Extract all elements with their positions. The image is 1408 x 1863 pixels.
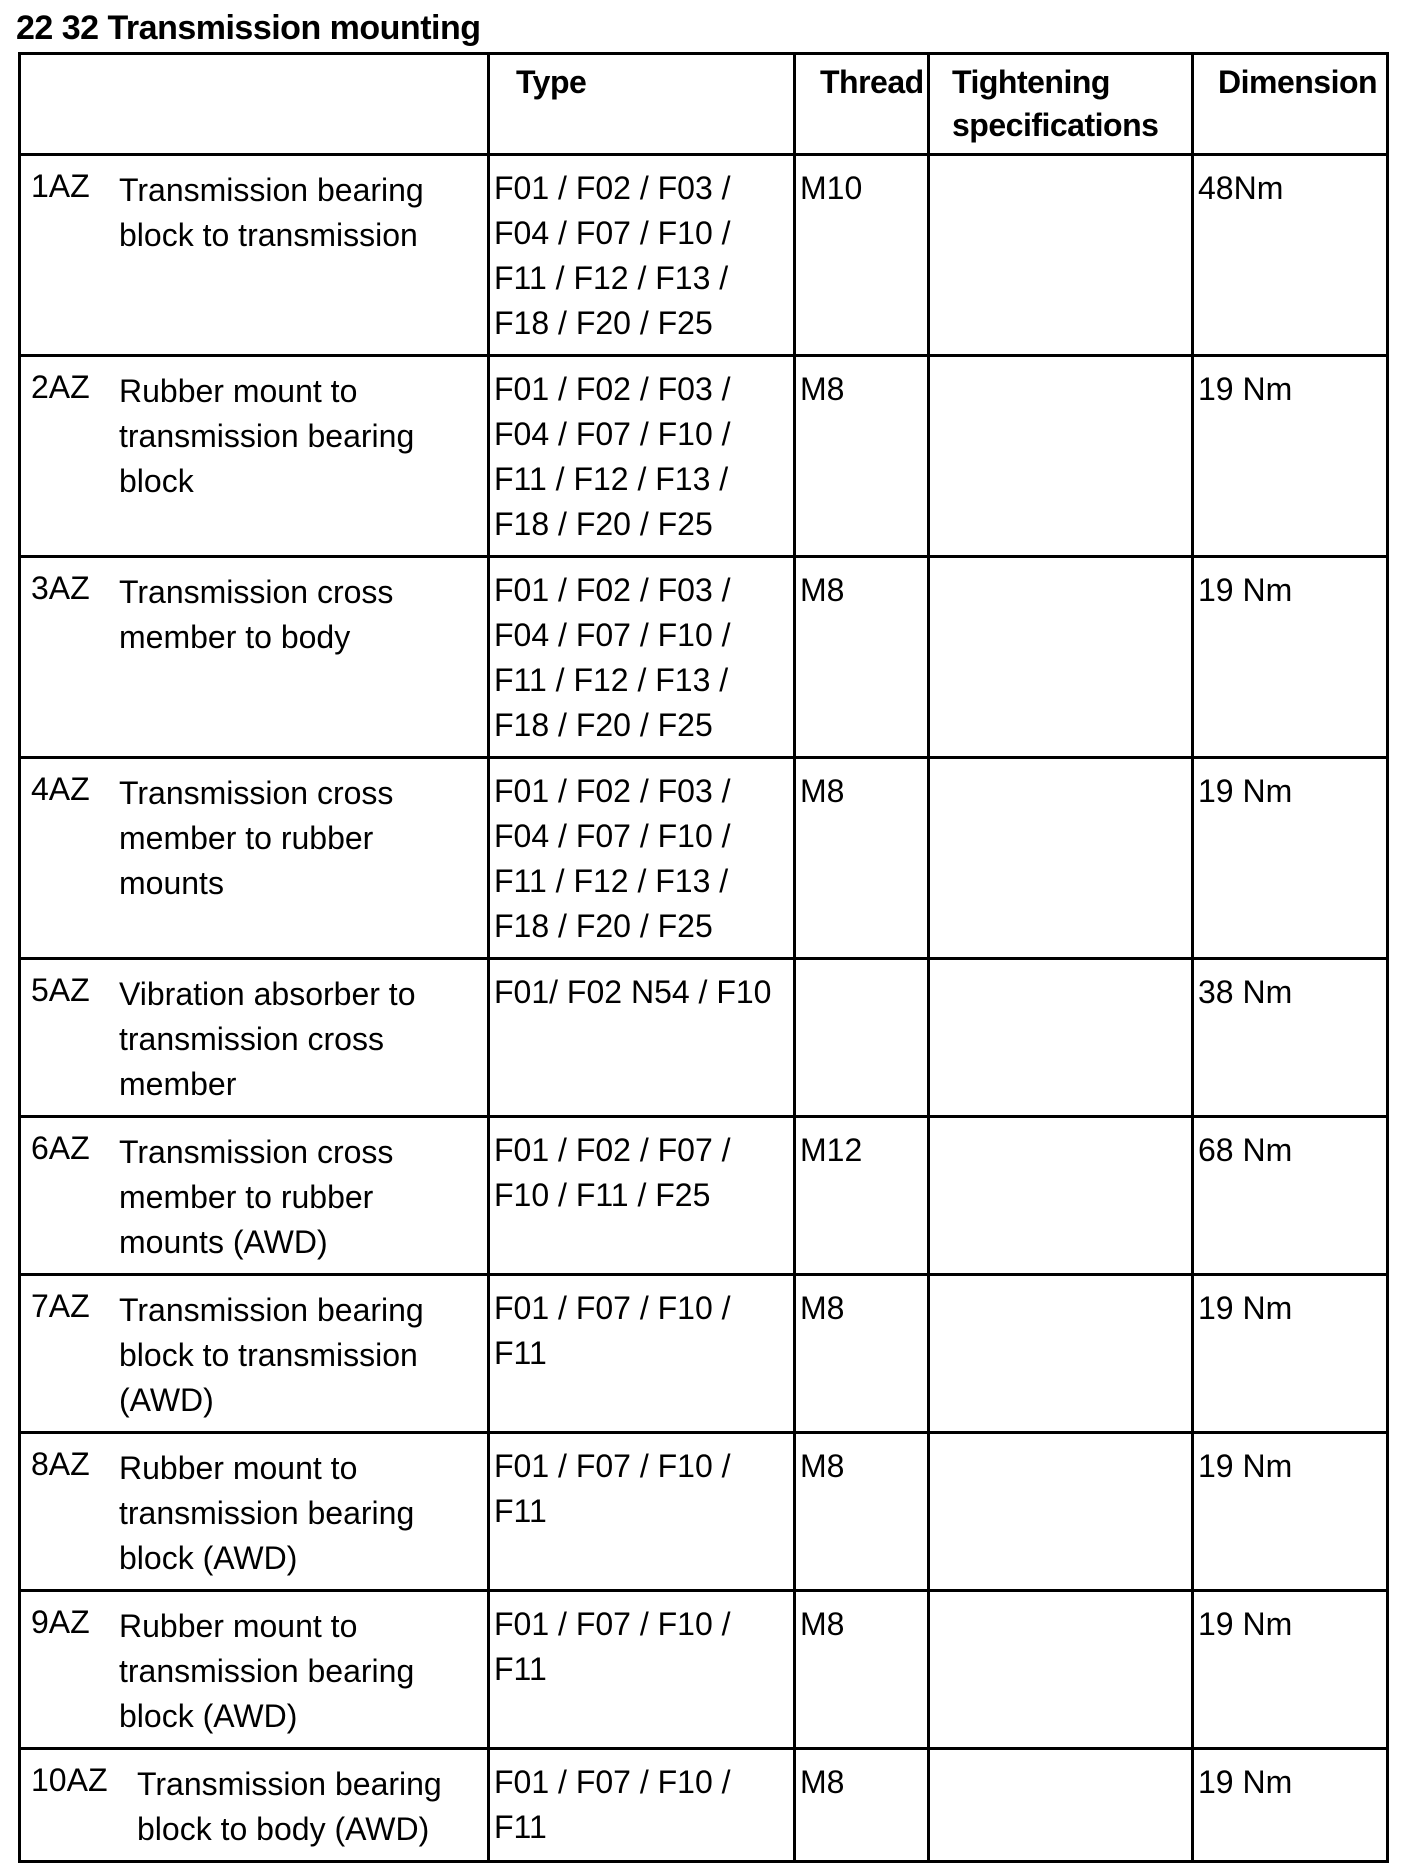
item-cell bbox=[20, 959, 489, 1117]
item-cell bbox=[20, 1275, 489, 1433]
dimension-cell: 19 Nm bbox=[1193, 557, 1388, 758]
tightening-cell bbox=[929, 959, 1193, 1117]
item-description: Rubber mount to transmission bearing block (AWD) bbox=[119, 1450, 415, 1576]
type-cell: F01 / F07 / F10 / F11 bbox=[489, 1591, 795, 1749]
item-cell bbox=[20, 758, 489, 959]
tightening-cell bbox=[929, 1591, 1193, 1749]
dimension-cell: 38 Nm bbox=[1193, 959, 1388, 1117]
item-code: 8AZ bbox=[31, 1446, 90, 1482]
tightening-cell bbox=[929, 1433, 1193, 1591]
item-code: 4AZ bbox=[31, 771, 90, 807]
tightening-cell bbox=[929, 155, 1193, 356]
table-row bbox=[20, 1433, 1388, 1591]
item-description: Rubber mount to transmission bearing block bbox=[119, 373, 415, 499]
table-row bbox=[20, 1591, 1388, 1749]
type-cell: F01 / F07 / F10 / F11 bbox=[489, 1275, 795, 1433]
item-code: 2AZ bbox=[31, 369, 90, 405]
tightening-cell bbox=[929, 1749, 1193, 1862]
item-cell bbox=[20, 155, 489, 356]
item-wrap bbox=[31, 166, 479, 258]
item-code: 6AZ bbox=[31, 1130, 90, 1166]
tightening-cell bbox=[929, 758, 1193, 959]
dimension-cell: 19 Nm bbox=[1193, 1433, 1388, 1591]
dimension-cell: 19 Nm bbox=[1193, 356, 1388, 557]
thread-cell: M8 bbox=[795, 758, 929, 959]
dimension-cell: 48Nm bbox=[1193, 155, 1388, 356]
type-cell: F01 / F02 / F03 / F04 / F07 / F10 / F11 / F12 / F13 / F18 / F20 / F25 bbox=[489, 557, 795, 758]
item-cell bbox=[20, 1117, 489, 1275]
dimension-cell: 19 Nm bbox=[1193, 1591, 1388, 1749]
dimension-cell: 19 Nm bbox=[1193, 1275, 1388, 1433]
item-description: Transmission bearing block to transmission bbox=[119, 172, 424, 253]
torque-spec-table bbox=[18, 52, 1389, 1863]
item-description: Transmission bearing block to body (AWD) bbox=[137, 1766, 442, 1847]
item-description: Transmission cross member to body bbox=[119, 574, 394, 655]
thread-cell: M8 bbox=[795, 1275, 929, 1433]
tightening-cell bbox=[929, 1117, 1193, 1275]
table-row bbox=[20, 1275, 1388, 1433]
type-cell: F01 / F02 / F03 / F04 / F07 / F10 / F11 / F12 / F13 / F18 / F20 / F25 bbox=[489, 758, 795, 959]
table-row bbox=[20, 155, 1388, 356]
dimension-cell: 19 Nm bbox=[1193, 1749, 1388, 1862]
item-description: Rubber mount to transmission bearing block (AWD) bbox=[119, 1608, 415, 1734]
item-cell bbox=[20, 356, 489, 557]
header-row bbox=[20, 54, 1388, 155]
header-dimension: Dimension bbox=[1193, 54, 1388, 155]
table-row bbox=[20, 758, 1388, 959]
item-code: 10AZ bbox=[31, 1762, 108, 1798]
header-tightening: Tightening specifications bbox=[929, 54, 1193, 155]
tightening-cell bbox=[929, 1275, 1193, 1433]
item-code: 5AZ bbox=[31, 972, 90, 1008]
item-code: 7AZ bbox=[31, 1288, 90, 1324]
type-cell: F01 / F07 / F10 / F11 bbox=[489, 1433, 795, 1591]
thread-cell bbox=[795, 959, 929, 1117]
item-wrap bbox=[31, 568, 479, 660]
type-cell: F01 / F02 / F07 / F10 / F11 / F25 bbox=[489, 1117, 795, 1275]
table-row bbox=[20, 959, 1388, 1117]
type-cell: F01 / F02 / F03 / F04 / F07 / F10 / F11 / F12 / F13 / F18 / F20 / F25 bbox=[489, 356, 795, 557]
thread-cell: M10 bbox=[795, 155, 929, 356]
tightening-cell bbox=[929, 557, 1193, 758]
item-wrap bbox=[31, 1128, 479, 1265]
dimension-cell: 19 Nm bbox=[1193, 758, 1388, 959]
table-row bbox=[20, 1749, 1388, 1862]
item-cell bbox=[20, 557, 489, 758]
item-cell bbox=[20, 1749, 489, 1862]
thread-cell: M8 bbox=[795, 1591, 929, 1749]
item-cell bbox=[20, 1591, 489, 1749]
item-wrap bbox=[31, 769, 479, 906]
header-item bbox=[20, 54, 489, 155]
thread-cell: M8 bbox=[795, 557, 929, 758]
page-title: 22 32 Transmission mounting bbox=[16, 9, 481, 47]
item-code: 3AZ bbox=[31, 570, 90, 606]
item-code: 9AZ bbox=[31, 1604, 90, 1640]
thread-cell: M8 bbox=[795, 1749, 929, 1862]
type-cell: F01 / F07 / F10 / F11 bbox=[489, 1749, 795, 1862]
item-wrap bbox=[31, 367, 479, 504]
item-description: Vibration absorber to transmission cross member bbox=[119, 976, 416, 1102]
type-cell: F01 / F02 / F03 / F04 / F07 / F10 / F11 / F12 / F13 / F18 / F20 / F25 bbox=[489, 155, 795, 356]
item-wrap bbox=[31, 1286, 479, 1423]
thread-cell: M12 bbox=[795, 1117, 929, 1275]
table-row bbox=[20, 557, 1388, 758]
thread-cell: M8 bbox=[795, 1433, 929, 1591]
item-code: 1AZ bbox=[31, 168, 90, 204]
thread-cell: M8 bbox=[795, 356, 929, 557]
header-thread: Thread bbox=[795, 54, 929, 155]
header-type: Type bbox=[489, 54, 795, 155]
table-row bbox=[20, 1117, 1388, 1275]
item-wrap bbox=[31, 1602, 479, 1739]
item-description: Transmission bearing block to transmission (AWD) bbox=[119, 1292, 424, 1418]
table-row bbox=[20, 356, 1388, 557]
dimension-cell: 68 Nm bbox=[1193, 1117, 1388, 1275]
tightening-cell bbox=[929, 356, 1193, 557]
item-description: Transmission cross member to rubber mounts (AWD) bbox=[119, 1134, 394, 1260]
item-cell bbox=[20, 1433, 489, 1591]
item-description: Transmission cross member to rubber mounts bbox=[119, 775, 394, 901]
item-wrap bbox=[31, 1444, 479, 1581]
type-cell: F01/ F02 N54 / F10 bbox=[489, 959, 795, 1117]
item-wrap bbox=[31, 970, 479, 1107]
